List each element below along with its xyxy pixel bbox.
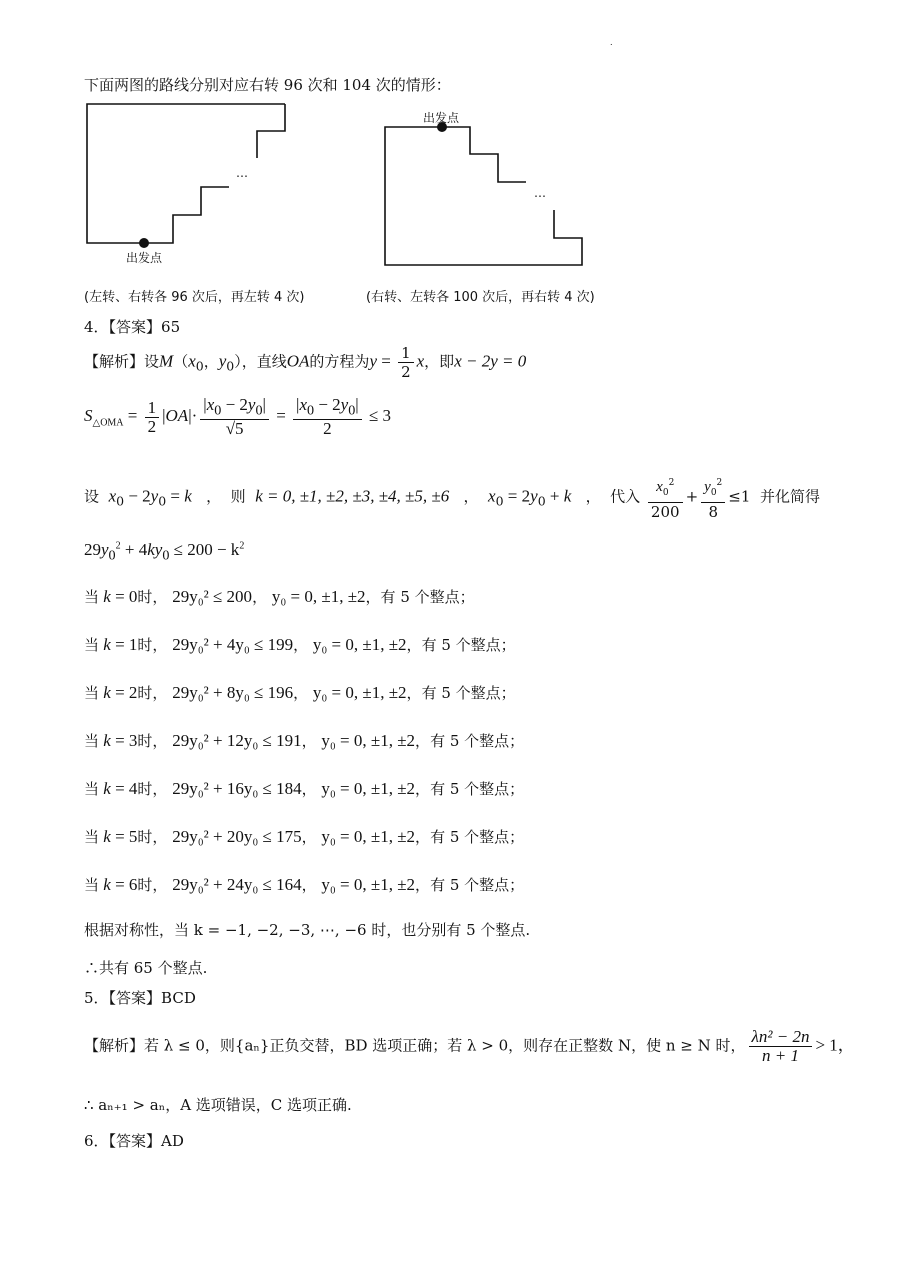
right-ellipsis: … (534, 186, 546, 200)
left-start-dot (139, 238, 149, 248)
q4-case-row: 当 k = 6时， 29y₀² + 24y₀ ≤ 164， y₀ = 0, ±1, ±2，有 5 个整点； (84, 875, 525, 894)
right-route-figure (385, 127, 582, 265)
q4-case-row: 当 k = 4时， 29y₀² + 16y₀ ≤ 184， y₀ = 0, ±1, ±2，有 5 个整点； (84, 779, 525, 798)
right-start-label: 出发点 (423, 111, 460, 125)
left-ellipsis: … (236, 166, 248, 180)
q5-answer: 5．【答案】BCD (84, 989, 196, 1007)
q4-symmetry: 根据对称性，当 k = −1, −2, −3, ⋯, −6 时，也分别有 5 个整点. (84, 921, 531, 939)
left-route-top (257, 104, 285, 158)
q4-case-row: 当 k = 0时， 29y₀² ≤ 200， y₀ = 0, ±1, ±2，有 5 个整点； (84, 587, 475, 606)
corner-dot: . (610, 38, 613, 47)
q4-simplified-ineq: $29y_0^2 + 4ky_0 \le 200 - k^2$ (84, 540, 245, 564)
intro-text: 下面两图的路线分别对应右转 96 次和 104 次的情形： (84, 76, 451, 94)
q5-conclusion: ∴ aₙ₊₁ > aₙ，A 选项错误，C 选项正确. (84, 1096, 352, 1114)
q4-area-formula: $S_{\triangle OMA}$ = $\frac{1}{2}$ |OA|· $\frac{|x_0 - 2y_0|}{√5}$ = $\frac{|x_0 - 2y_0|}{2}$ ≤ 3 (84, 395, 392, 439)
left-route-path (87, 104, 285, 243)
q4-analysis-line: 【解析】设$M(x_0$，$y_0$），直线OA的方程为y = $\frac{1}{2}$ x，即x − 2y = 0 (84, 344, 527, 381)
q4-case-row: 当 k = 5时， 29y₀² + 20y₀ ≤ 175， y₀ = 0, ±1, ±2，有 5 个整点； (84, 827, 525, 846)
left-start-label: 出发点 (126, 251, 163, 265)
q4-total: ∴共有 65 个整点. (84, 959, 208, 977)
q4-answer: 4．【答案】65 (84, 318, 181, 336)
right-route-top (441, 127, 526, 182)
right-route-path (385, 127, 582, 265)
left-route-figure (87, 104, 285, 243)
right-caption: (右转、左转各 100 次后，再右转 4 次) (366, 290, 595, 305)
q4-case-row: 当 k = 2时， 29y₀² + 8y₀ ≤ 196， y₀ = 0, ±1, ±2，有 5 个整点； (84, 683, 516, 702)
left-caption: (左转、右转各 96 次后，再左转 4 次) (84, 290, 305, 305)
q4-case-row: 当 k = 1时， 29y₀² + 4y₀ ≤ 199， y₀ = 0, ±1, ±2，有 5 个整点； (84, 635, 516, 654)
q4-case-row: 当 k = 3时， 29y₀² + 12y₀ ≤ 191， y₀ = 0, ±1, ±2，有 5 个整点； (84, 731, 525, 750)
q4-substitution-line: 设 $x_0 - 2y_0 = k$ ， 则 k = 0, ±1, ±2, ±3, ±4, ±5, ±6 ， $x_0 = 2y_0 + k$ ， 代入 $\frac{x_0^2}{200}$ + $\frac{y_0^2}{8}$ ≤1 并化简得 (84, 474, 820, 521)
q5-analysis: 【解析】若 λ ≤ 0，则{aₙ}正负交替，BD 选项正确；若 λ > 0，则存在正整数 N，使 n ≥ N 时， $\frac{\text{λn² − 2n}}{n + 1}$ > 1， (84, 1027, 855, 1065)
q6-answer: 6．【答案】AD (84, 1132, 184, 1150)
